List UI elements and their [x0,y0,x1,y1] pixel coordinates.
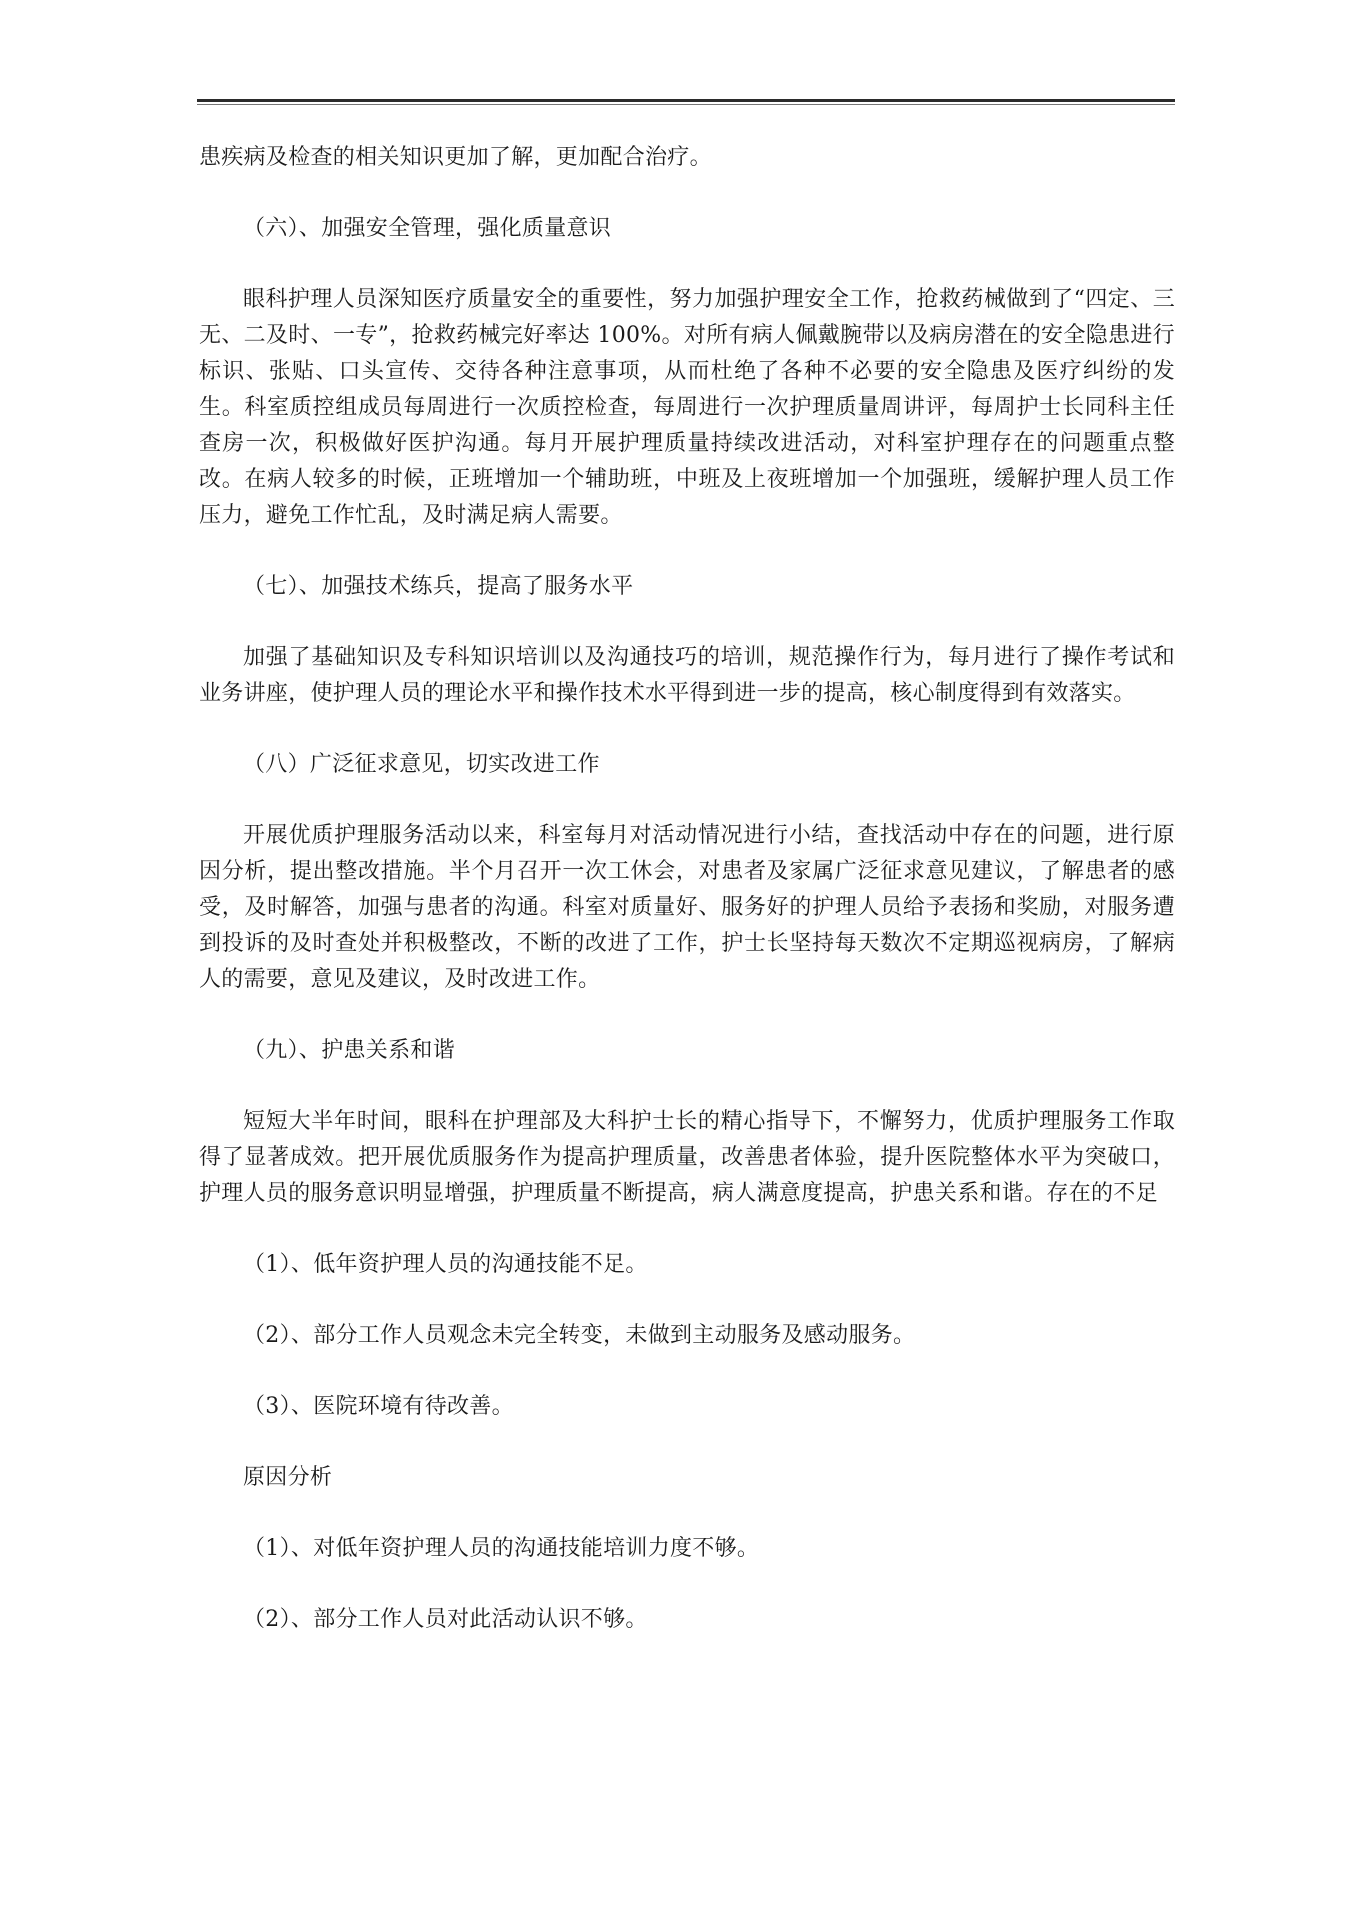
section-heading-6: （六）、加强安全管理，强化质量意识 [243,216,612,241]
paragraph-relations: 短短大半年时间，眼科在护理部及大科护士长的精心指导下，不懈努力，优质护理服务工作取得了显著成效。把开展优质服务作为提高护理质量，改善患者体验，提升医院整体水平为突破口，护理人员的服务意识明显增强，护理质量不断提高，病人满意度提高，护患关系和谐。存在的不足 [199,1109,1175,1206]
document-body [199,140,1175,1638]
cause-item-1: （1）、对低年资护理人员的沟通技能培训力度不够。 [243,1536,760,1561]
section-heading-9: （九）、护患关系和谐 [243,1038,456,1063]
paragraph-continuation: 患疾病及检查的相关知识更加了解，更加配合治疗。 [199,145,712,170]
cause-analysis-heading: 原因分析 [243,1465,333,1490]
shortcoming-item-1: （1）、低年资护理人员的沟通技能不足。 [243,1252,648,1277]
cause-item-2: （2）、部分工作人员对此活动认识不够。 [243,1607,648,1632]
shortcoming-item-2: （2）、部分工作人员观念未完全转变，未做到主动服务及感动服务。 [243,1323,916,1348]
header-rule-thin [197,104,1175,105]
section-heading-8: （八）广泛征求意见，切实改进工作 [243,752,600,777]
shortcoming-item-3: （3）、医院环境有待改善。 [243,1394,514,1419]
paragraph-feedback: 开展优质护理服务活动以来，科室每月对活动情况进行小结，查找活动中存在的问题，进行原因分析，提出整改措施。半个月召开一次工休会，对患者及家属广泛征求意见建议，了解患者的感受，及时解答，加强与患者的沟通。科室对质量好、服务好的护理人员给予表扬和奖励，对服务遭到投诉的及时查处并积极整改，不断的改进了工作，护士长坚持每天数次不定期巡视病房，了解病人的需要，意见及建议，及时改进工作。 [199,823,1175,992]
header-rule [197,99,1175,102]
section-heading-7: （七）、加强技术练兵，提高了服务水平 [243,574,634,599]
paragraph-skill-training: 加强了基础知识及专科知识培训以及沟通技巧的培训，规范操作行为，每月进行了操作考试和业务讲座，使护理人员的理论水平和操作技术水平得到进一步的提高，核心制度得到有效落实。 [199,645,1175,706]
paragraph-safety-management: 眼科护理人员深知医疗质量安全的重要性，努力加强护理安全工作，抢救药械做到了“四定、三无、二及时、一专”，抢救药械完好率达 100%。对所有病人佩戴腕带以及病房潜在的安全隐患进行标识、张贴、口头宣传、交待各种注意事项，从而杜绝了各种不必要的安全隐患及医疗纠纷的发生。科室质控组成员每周进行一次质控检查，每周进行一次护理质量周讲评，每周护士长同科主任查房一次，积极做好医护沟通。每月开展护理质量持续改进活动，对科室护理存在的问题重点整改。在病人较多的时候，正班增加一个辅助班，中班及上夜班增加一个加强班，缓解护理人员工作压力，避免工作忙乱，及时满足病人需要。 [199,287,1175,528]
